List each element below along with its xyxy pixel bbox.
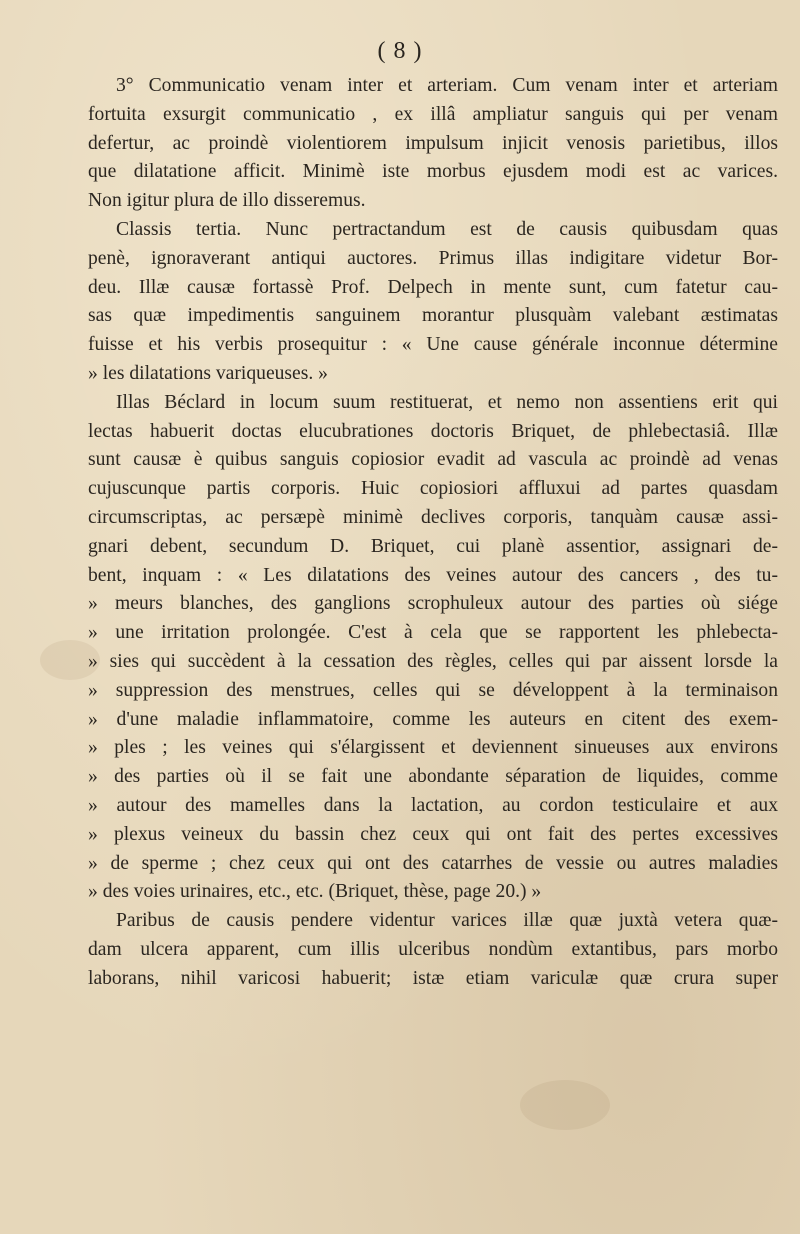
body-text [88, 72, 778, 994]
text-line: gnari debent, secundum D. Briquet, cui planè assentior, assignari de- [88, 535, 778, 557]
text-line: circumscriptas, ac persæpè minimè declives corporis, tanquàm causæ assi- [88, 506, 778, 528]
text-line: lectas habuerit doctas elucubrationes doctoris Briquet, de phlebectasiâ. Illæ [88, 420, 778, 442]
text-line: » d'une maladie inflammatoire, comme les auteurs en citent des exem- [88, 708, 778, 730]
text-line: Illas Béclard in locum suum restituerat, et nemo non assentiens erit qui [116, 391, 778, 413]
text-line: » de sperme ; chez ceux qui ont des catarrhes de vessie ou autres maladies [88, 852, 778, 874]
text-line: » des parties où il se fait une abondante séparation de liquides, comme [88, 766, 778, 788]
text-line: penè, ignoraverant antiqui auctores. Primus illas indigitare videtur Bor- [88, 247, 778, 269]
text-line: defertur, ac proindè violentiorem impulsum injicit venosis parietibus, illos [88, 132, 778, 154]
text-line: » autour des mamelles dans la lactation, au cordon testiculaire et aux [88, 794, 778, 816]
text-line: deu. Illæ causæ fortassè Prof. Delpech in mente sunt, cum fatetur cau- [88, 276, 778, 298]
text-line: 3° Communicatio venam inter et arteriam. Cum venam inter et arteriam [116, 75, 778, 96]
text-line: Classis tertia. Nunc pertractandum est de causis quibusdam quas [116, 218, 778, 240]
text-line: bent, inquam : « Les dilatations des veines autour des cancers , des tu- [88, 564, 778, 586]
text-line: laborans, nihil varicosi habuerit; istæ etiam variculæ quæ crura super [88, 967, 778, 989]
text-line: » les dilatations variqueuses. » [88, 362, 328, 384]
text-line: » plexus veineux du bassin chez ceux qui ont fait des pertes excessives [88, 823, 778, 845]
text-line: » suppression des menstrues, celles qui se développent à la terminaison [88, 679, 778, 701]
text-line: cujuscunque partis corporis. Huic copiosiori affluxui ad partes quasdam [88, 478, 778, 500]
text-line: Non igitur plura de illo disseremus. [88, 190, 366, 212]
text-line: sunt causæ è quibus sanguis copiosior evadit ad vascula ac proindè ad venas [88, 449, 778, 471]
text-line: Paribus de causis pendere videntur varices illæ quæ juxtà vetera quæ- [116, 910, 778, 932]
text-line: » meurs blanches, des ganglions scrophuleux autour des parties où siége [88, 593, 778, 615]
text-line: fortuita exsurgit communicatio , ex illâ ampliatur sanguis qui per venam [88, 103, 778, 125]
page-number: ( 8 ) [377, 38, 423, 64]
text-line: » ples ; les veines qui s'élargissent et deviennent sinueuses aux environs [88, 737, 778, 759]
text-line: sas quæ impedimentis sanguinem morantur plusquàm valebant æstimatas [88, 305, 778, 327]
paper-stain [520, 1080, 610, 1130]
text-line: » sies qui succèdent à la cessation des règles, celles qui par aissent lorsde la [88, 650, 778, 672]
text-line: » des voies urinaires, etc., etc. (Briquet, thèse, page 20.) » [88, 881, 542, 903]
text-line: » une irritation prolongée. C'est à cela que se rapportent les phlebecta- [88, 622, 778, 644]
text-line: que dilatatione afficit. Minimè iste morbus ejusdem modi est ac varices. [88, 161, 778, 183]
text-line: fuisse et his verbis prosequitur : « Une cause générale inconnue détermine [88, 334, 778, 356]
text-line: dam ulcera apparent, cum illis ulceribus nondùm extantibus, pars morbo [88, 938, 778, 960]
